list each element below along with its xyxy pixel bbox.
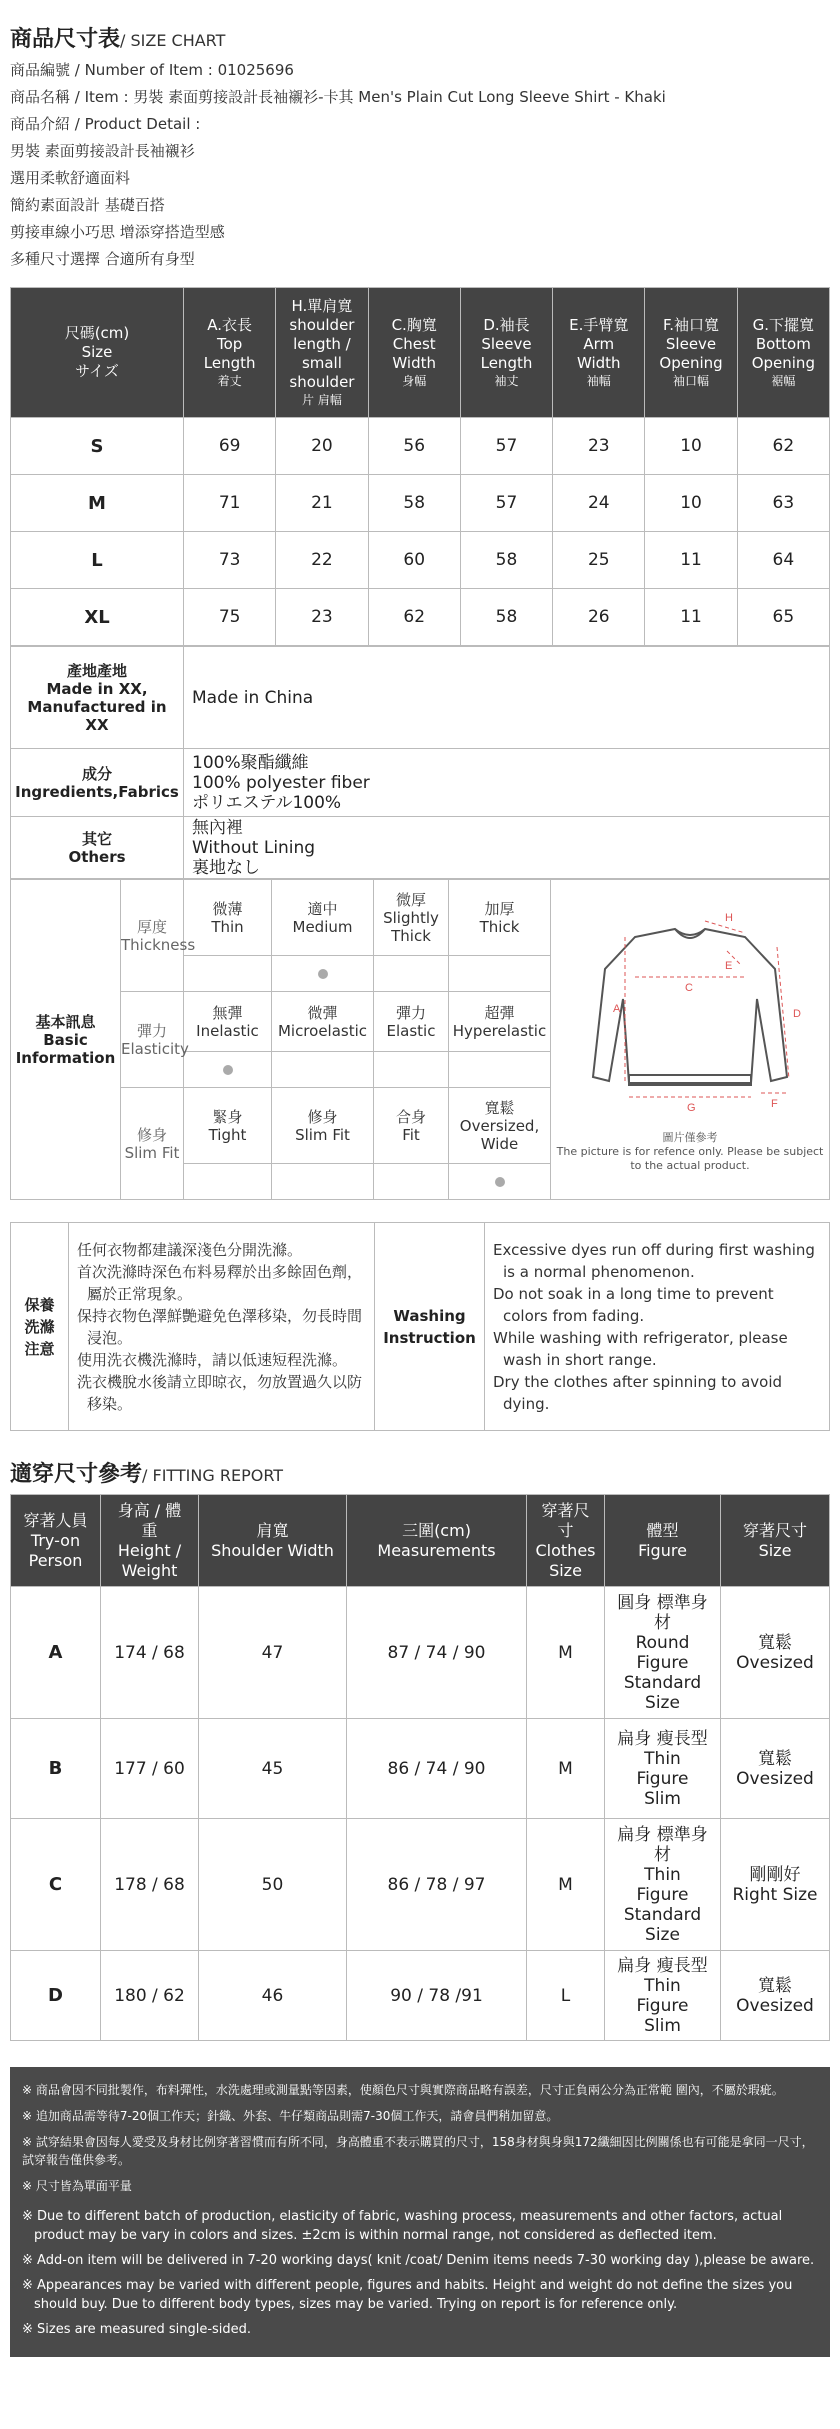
size-col-title: H.單肩寬 shoulder length / small shoulder <box>289 297 355 391</box>
size-chart-title: 商品尺寸表/ SIZE CHART <box>10 27 226 52</box>
fit-col-header: 肩寬 Shoulder Width <box>199 1495 347 1587</box>
fitting-table <box>10 1494 830 2041</box>
size-label: L <box>11 532 184 589</box>
selected-dot-icon <box>318 969 328 979</box>
washing-item-zh: 首次洗滌時深色布料易釋於出多餘固色劑，屬於正常現象。 <box>77 1262 363 1303</box>
size-label: M <box>11 475 184 532</box>
size-col-sub: 片 肩幅 <box>302 393 342 407</box>
elasticity-label: 彈力 Elasticity <box>121 992 184 1088</box>
size-value: 62 <box>737 418 829 475</box>
size-value: 65 <box>737 589 829 646</box>
size-value: 57 <box>460 475 552 532</box>
size-label: XL <box>11 589 184 646</box>
washing-list-en <box>485 1235 829 1419</box>
notes-panel <box>10 2067 830 2357</box>
fit-value: 87 / 74 / 90 <box>347 1587 527 1719</box>
fit-row <box>11 1819 830 1951</box>
diagram-caption-en: The picture is for refence only. Please be subject to the actual product. <box>556 1144 824 1172</box>
fit-col-header: 穿著尺 寸 Clothes Size <box>527 1495 605 1587</box>
fit-indicator <box>449 1164 551 1200</box>
size-value: 69 <box>184 418 276 475</box>
diagram-letter-h: H <box>725 911 733 924</box>
info-line: 多種尺寸選擇 合適所有身型 <box>10 250 195 268</box>
washing-list-zh <box>69 1235 374 1419</box>
size-row <box>11 418 830 475</box>
washing-item-zh: 任何衣物都建議深淺色分開洗滌。 <box>77 1240 303 1259</box>
size-value: 73 <box>184 532 276 589</box>
size-value: 22 <box>276 532 368 589</box>
size-value: 64 <box>737 532 829 589</box>
elasticity-indicator <box>184 1052 272 1088</box>
washing-table <box>10 1222 830 1431</box>
attribute-row <box>11 647 830 749</box>
fit-value: 寬鬆 Ovesized <box>721 1719 830 1819</box>
fit-value: 50 <box>199 1819 347 1951</box>
fit-col-header: 穿著人員 Try-on Person <box>11 1495 101 1587</box>
thickness-option: 適中 Medium <box>272 880 374 956</box>
fit-value: M <box>527 1587 605 1719</box>
size-value: 60 <box>368 532 460 589</box>
fit-person: B <box>11 1719 101 1819</box>
info-line: 商品編號 / Number of Item : 01025696 <box>10 61 294 79</box>
attribute-label: 產地產地 Made in XX, Manufactured in XX <box>11 647 184 749</box>
size-col-title: E.手臂寬 Arm Width <box>569 316 629 372</box>
basic-info-table <box>10 879 830 1200</box>
thickness-indicator <box>449 956 551 992</box>
elasticity-option: 微彈 Microelastic <box>272 992 374 1052</box>
size-value: 58 <box>460 532 552 589</box>
size-col-sub: 袖丈 <box>494 374 519 388</box>
size-value: 26 <box>553 589 645 646</box>
thickness-option: 微薄 Thin <box>184 880 272 956</box>
size-col-header <box>553 288 645 418</box>
fit-value: 174 / 68 <box>101 1587 199 1719</box>
fit-value: L <box>527 1951 605 2041</box>
fit-row <box>11 1951 830 2041</box>
size-col-title: 尺碼(cm) Size サイズ <box>64 324 130 380</box>
info-line: 選用柔軟舒適面料 <box>10 169 131 187</box>
attribute-label: 其它 Others <box>11 817 184 879</box>
elasticity-option: 無彈 Inelastic <box>184 992 272 1052</box>
attribute-row <box>11 749 830 817</box>
fit-person: D <box>11 1951 101 2041</box>
size-table <box>10 287 830 646</box>
washing-label-zh: 保養 洗滌 注意 <box>11 1223 69 1431</box>
size-col-header <box>276 288 368 418</box>
note-en: ※ Appearances may be varied with different people, figures and habits. Height and weight do not define the sizes you should buy. Due to different body types, sizes may be varied. Trying on report is for reference only. <box>22 2278 793 2312</box>
size-row <box>11 532 830 589</box>
fit-value: M <box>527 1819 605 1951</box>
fit-value: M <box>527 1719 605 1819</box>
fit-option: 修身 Slim Fit <box>272 1088 374 1164</box>
note-zh: ※ 尺寸皆為單面平量 <box>22 2179 132 2193</box>
fit-value: 46 <box>199 1951 347 2041</box>
size-label: S <box>11 418 184 475</box>
size-value: 57 <box>460 418 552 475</box>
elasticity-option: 彈力 Elastic <box>374 992 449 1052</box>
washing-item-zh: 洗衣機脫水後請立即晾衣，勿放置過久以防移染。 <box>77 1372 363 1413</box>
diagram-caption-zh: 圖片僅參考 <box>662 1130 718 1144</box>
fit-row <box>11 1587 830 1719</box>
size-col-sub: 身幅 <box>402 374 427 388</box>
diagram-letter-d: D <box>793 1007 801 1020</box>
fit-value: 47 <box>199 1587 347 1719</box>
fit-value: 86 / 74 / 90 <box>347 1719 527 1819</box>
diagram-letter-g: G <box>687 1101 696 1114</box>
size-value: 25 <box>553 532 645 589</box>
note-zh: ※ 商品會因不同批製作，布料彈性，水洗處理或測量點等因素，使顏色尺寸與實際商品略有誤差，尺寸正負兩公分為正常範 圍內，不屬於瑕疵。 <box>22 2083 784 2097</box>
size-value: 21 <box>276 475 368 532</box>
fit-value: 45 <box>199 1719 347 1819</box>
thickness-indicator <box>272 956 374 992</box>
fit-indicator <box>374 1164 449 1200</box>
fit-person: A <box>11 1587 101 1719</box>
size-col-header <box>737 288 829 418</box>
size-col-sub: 袖幅 <box>586 374 611 388</box>
note-zh: ※ 追加商品需等待7-20個工作天；針織、外套、牛仔類商品則需7-30個工作天，請會員們稍加留意。 <box>22 2109 559 2123</box>
size-col-sub: 裾幅 <box>771 374 796 388</box>
fit-value: 扁身 瘦長型 Thin Figure Slim <box>605 1719 721 1819</box>
size-value: 10 <box>645 475 737 532</box>
fit-col-header: 身高 / 體 重 Height / Weight <box>101 1495 199 1587</box>
fit-col-header: 三圍(cm) Measurements <box>347 1495 527 1587</box>
fit-row <box>11 1719 830 1819</box>
size-value: 75 <box>184 589 276 646</box>
fit-option: 緊身 Tight <box>184 1088 272 1164</box>
size-value: 11 <box>645 589 737 646</box>
size-col-title: F.袖口寬 Sleeve Opening <box>659 316 723 372</box>
fit-value: 86 / 78 / 97 <box>347 1819 527 1951</box>
elasticity-indicator <box>272 1052 374 1088</box>
note-en: ※ Due to different batch of production, elasticity of fabric, washing process, measurements and other factors, actual product may be vary in colors and sizes. ±2cm is within normal range, not considered as deflected item. <box>22 2209 783 2243</box>
size-col-header <box>368 288 460 418</box>
washing-label-en: Washing Instruction <box>375 1223 485 1431</box>
elasticity-indicator <box>374 1052 449 1088</box>
washing-item-zh: 保持衣物色澤鮮艷避免色澤移染，勿長時間浸泡。 <box>77 1306 363 1347</box>
info-line: 簡約素面設計 基礎百搭 <box>10 196 165 214</box>
diagram-letter-f: F <box>771 1097 778 1110</box>
info-line: 商品名稱 / Item : 男裝 素面剪接設計長袖襯衫-卡其 Men's Plain Cut Long Sleeve Shirt - Khaki <box>10 88 666 106</box>
fit-col-header: 體型 Figure <box>605 1495 721 1587</box>
washing-item-zh: 使用洗衣機洗滌時，請以低速短程洗滌。 <box>77 1350 348 1369</box>
thickness-option: 微厚 Slightly Thick <box>374 880 449 956</box>
info-line: 剪接車線小巧思 增添穿搭造型感 <box>10 223 225 241</box>
fit-value: 圓身 標準身 材 Round Figure Standard Size <box>605 1587 721 1719</box>
attributes-table <box>10 646 830 879</box>
fit-value: 扁身 瘦長型 Thin Figure Slim <box>605 1951 721 2041</box>
size-col-header <box>645 288 737 418</box>
fit-value: 寬鬆 Ovesized <box>721 1587 830 1719</box>
thickness-option: 加厚 Thick <box>449 880 551 956</box>
diagram-letter-c: C <box>685 981 693 994</box>
size-value: 56 <box>368 418 460 475</box>
size-value: 62 <box>368 589 460 646</box>
size-value: 11 <box>645 532 737 589</box>
fit-value: 剛剛好 Right Size <box>721 1819 830 1951</box>
washing-item-en: Do not soak in a long time to prevent colors from fading. <box>493 1284 774 1325</box>
size-value: 20 <box>276 418 368 475</box>
fit-indicator <box>272 1164 374 1200</box>
fit-value: 90 / 78 /91 <box>347 1951 527 2041</box>
basic-info-label: 基本訊息 Basic Information <box>11 880 121 1200</box>
size-col-title: D.袖長 Sleeve Length <box>480 316 533 372</box>
fit-col-header: 穿著尺寸 Size <box>721 1495 830 1587</box>
thickness-label: 厚度 Thickness <box>121 880 184 992</box>
fit-option: 合身 Fit <box>374 1088 449 1164</box>
shirt-diagram-icon <box>565 907 815 1127</box>
selected-dot-icon <box>495 1177 505 1187</box>
washing-item-en: While washing with refrigerator, please wash in short range. <box>493 1328 788 1369</box>
fit-indicator <box>184 1164 272 1200</box>
size-value: 23 <box>276 589 368 646</box>
elasticity-option: 超彈 Hyperelastic <box>449 992 551 1052</box>
size-value: 10 <box>645 418 737 475</box>
size-value: 58 <box>460 589 552 646</box>
note-en: ※ Add-on item will be delivered in 7-20 working days( knit /coat/ Denim items needs 7-30 working day ),please be aware. <box>22 2253 815 2268</box>
thickness-indicator <box>374 956 449 992</box>
selected-dot-icon <box>223 1065 233 1075</box>
size-value: 58 <box>368 475 460 532</box>
size-col-header <box>184 288 276 418</box>
size-value: 63 <box>737 475 829 532</box>
size-col-header <box>460 288 552 418</box>
attribute-label: 成分 Ingredients,Fabrics <box>11 749 184 817</box>
fitting-report-title: 適穿尺寸參考/ FITTING REPORT <box>10 1462 284 1487</box>
attribute-value: 無內裡 Without Lining 裏地なし <box>184 817 830 879</box>
note-en: ※ Sizes are measured single-sided. <box>22 2322 252 2337</box>
garment-diagram <box>551 880 830 1200</box>
size-col-header <box>11 288 184 418</box>
size-col-title: A.衣長 Top Length <box>203 316 256 372</box>
size-value: 23 <box>553 418 645 475</box>
elasticity-indicator <box>449 1052 551 1088</box>
size-col-title: G.下擺寬 Bottom Opening <box>751 316 815 372</box>
info-line: 男裝 素面剪接設計長袖襯衫 <box>10 142 195 160</box>
fit-value: 177 / 60 <box>101 1719 199 1819</box>
fit-option: 寬鬆 Oversized, Wide <box>449 1088 551 1164</box>
fit-value: 180 / 62 <box>101 1951 199 2041</box>
attribute-value: 100%聚酯纖維 100% polyester fiber ポリエステル100% <box>184 749 830 817</box>
washing-item-en: Excessive dyes run off during first washing is a normal phenomenon. <box>493 1240 815 1281</box>
info-line: 商品介紹 / Product Detail : <box>10 115 201 133</box>
size-col-title: C.胸寬 Chest Width <box>391 316 437 372</box>
attribute-value: Made in China <box>184 647 830 749</box>
size-row <box>11 589 830 646</box>
note-zh: ※ 試穿結果會因每人愛受及身材比例穿著習慣而有所不同，身高體重不表示購買的尺寸，158身材與身與172纖細因比例關係也有可能是拿同一尺寸，試穿報告僅供參考。 <box>22 2135 814 2167</box>
size-row <box>11 475 830 532</box>
size-value: 71 <box>184 475 276 532</box>
diagram-letter-a: A <box>613 1002 621 1015</box>
thickness-indicator <box>184 956 272 992</box>
fit-value: 扁身 標準身 材 Thin Figure Standard Size <box>605 1819 721 1951</box>
washing-item-en: Dry the clothes after spinning to avoid dying. <box>493 1372 783 1413</box>
fit-value: 寬鬆 Ovesized <box>721 1951 830 2041</box>
size-col-sub: 着丈 <box>217 374 242 388</box>
attribute-row <box>11 817 830 879</box>
size-value: 24 <box>553 475 645 532</box>
size-col-sub: 袖口幅 <box>673 374 710 388</box>
fit-label: 修身 Slim Fit <box>121 1088 184 1200</box>
product-info <box>10 57 830 273</box>
fit-person: C <box>11 1819 101 1951</box>
diagram-letter-e: E <box>725 959 733 972</box>
fit-value: 178 / 68 <box>101 1819 199 1951</box>
